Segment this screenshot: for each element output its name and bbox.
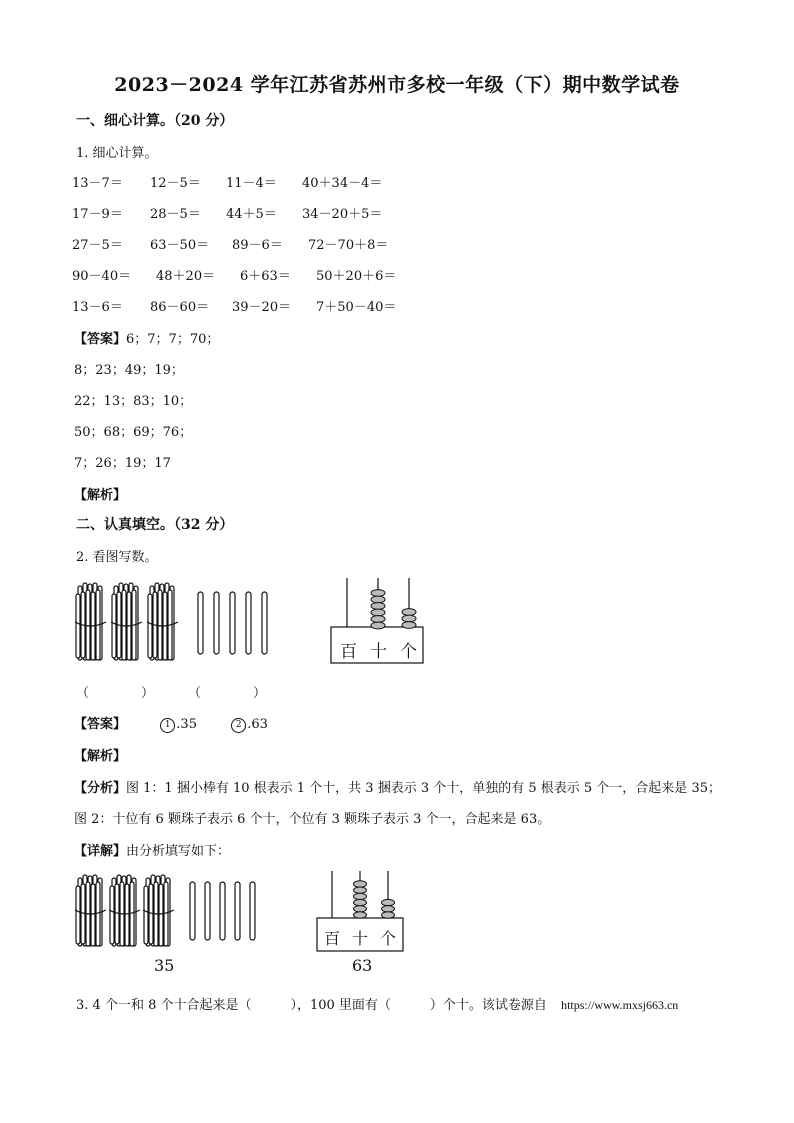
q1-item: 50＋20＋6＝	[316, 269, 397, 284]
q2-stem: 2. 看图写数。	[76, 550, 158, 565]
q1-item: 6＋63＝	[240, 269, 291, 284]
q1-item: 39－20＝	[232, 300, 292, 315]
answer-text: 6；7；7；70；	[126, 332, 220, 347]
q1-item: 44＋5＝	[226, 207, 277, 222]
abacus-label-hundreds: 百	[340, 642, 357, 662]
fenxi-text: 图 1：1 捆小棒有 10 根表示 1 个十，共 3 捆表示 3 个十，单独的有 5 根表示 5 个一，合起来是 35；	[126, 781, 721, 796]
q2-blank-1: （ ）	[76, 686, 155, 701]
answer-label: 【答案】	[74, 332, 127, 347]
q1-item: 48＋20＝	[156, 269, 216, 284]
circled-number-2: 2	[231, 718, 246, 733]
stick-bundle-3	[147, 583, 178, 660]
result-63: 63	[352, 956, 373, 975]
q1-item: 34－20＋5＝	[302, 207, 383, 222]
q2-fenxi-line	[74, 777, 721, 796]
abacus-label-hundreds: 百	[324, 929, 341, 948]
q3-text: 3. 4 个一和 8 个十合起来是（ ），100 里面有（ ）个十。该试卷源自	[76, 998, 547, 1013]
single-sticks	[198, 592, 267, 654]
section-1-heading: 一、细心计算。（20 分）	[76, 113, 234, 129]
q1-item: 89－6＝	[232, 238, 283, 253]
q1-answer-line: 22；13；83；10；	[74, 394, 193, 409]
q1-item: 17－9＝	[72, 207, 123, 222]
q1-item: 72－70＋8＝	[308, 238, 389, 253]
q2-fenxi-line-2: 图 2：十位有 6 颗珠子表示 6 个十，个位有 3 颗珠子表示 3 个一，合起来是 63。	[74, 812, 551, 827]
q1-item: 40＋34－4＝	[302, 176, 383, 191]
abacus-label-ones: 个	[380, 929, 397, 948]
q1-item: 27－5＝	[72, 238, 123, 253]
section-2-heading: 二、认真填空。（32 分）	[76, 517, 234, 533]
q2-answer-line	[74, 713, 268, 733]
q1-item: 90－40＝	[72, 269, 132, 284]
q1-item: 13－7＝	[72, 176, 123, 191]
circled-number-1: 1	[160, 718, 175, 733]
q1-answer-line: 50；68；69；76；	[74, 425, 193, 440]
answer-value-1: .35	[176, 717, 197, 732]
q1-item: 7＋50－40＝	[316, 300, 397, 315]
q1-answer-line: 8；23；49；19；	[74, 363, 184, 378]
answer-label: 【答案】	[74, 717, 127, 732]
stick-bundles-figure-solution	[72, 872, 262, 952]
page-title: 2023－2024 学年江苏省苏州市多校一年级（下）期中数学试卷	[114, 74, 680, 96]
q1-answer-line	[74, 328, 219, 347]
q1-item: 63－50＝	[150, 238, 210, 253]
source-url[interactable]: https://www.mxsj663.cn	[561, 998, 679, 1012]
abacus-label-ones: 个	[400, 642, 417, 662]
fenxi-label: 【分析】	[74, 781, 127, 796]
analysis-label: 【解析】	[74, 749, 127, 764]
abacus-label-tens: 十	[352, 929, 369, 948]
result-35: 35	[154, 956, 175, 975]
q1-item: 13－6＝	[72, 300, 123, 315]
q2-blank-2: （ ）	[188, 686, 267, 701]
stick-bundle-2	[111, 583, 142, 660]
abacus-label-tens: 十	[370, 642, 387, 662]
answer-value-2: .63	[247, 717, 268, 732]
q3-line	[76, 994, 678, 1013]
detail-text: 由分析填写如下：	[126, 844, 231, 859]
q1-stem: 1. 细心计算。	[76, 146, 158, 161]
detail-label: 【详解】	[74, 844, 127, 859]
analysis-label: 【解析】	[74, 488, 127, 503]
q1-item: 28－5＝	[150, 207, 201, 222]
q1-item: 86－60＝	[150, 300, 210, 315]
q1-item: 11－4＝	[226, 176, 277, 191]
stick-bundles-figure	[72, 580, 282, 665]
q2-detail-line	[74, 840, 230, 859]
stick-bundle-1	[75, 583, 106, 660]
q1-item: 12－5＝	[150, 176, 201, 191]
q1-answer-line: 7；26；19；17	[74, 456, 171, 471]
